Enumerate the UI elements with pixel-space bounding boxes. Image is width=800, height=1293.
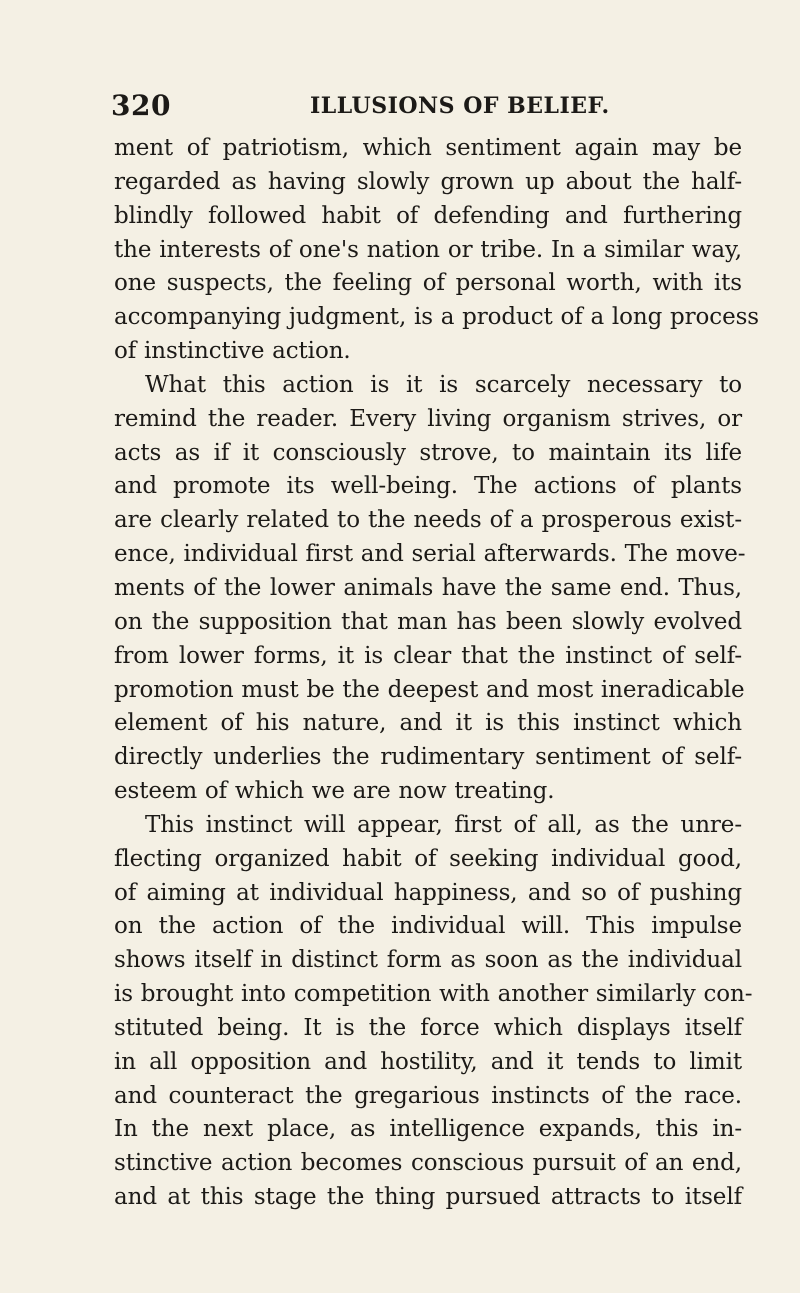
- text-line: one suspects, the feeling of personal worth, with its: [114, 270, 742, 297]
- text-line: from lower forms, it is clear that the instinct of self-: [114, 642, 742, 669]
- text-line: What this action is it is scarcely necessary to: [145, 371, 742, 398]
- text-line: This instinct will appear, first of all, as the unre-: [145, 811, 742, 838]
- text-line: promotion must be the deepest and most ineradicable: [114, 676, 745, 703]
- text-line: remind the reader. Every living organism strives, or: [114, 405, 742, 432]
- text-line: flecting organized habit of seeking individual good,: [114, 845, 742, 872]
- text-line: regarded as having slowly grown up about the half-: [114, 168, 742, 195]
- text-line: of aiming at individual happiness, and so of pushing: [114, 879, 742, 906]
- text-line: in all opposition and hostility, and it tends to limit: [114, 1048, 742, 1075]
- text-line: esteem of which we are now treating.: [114, 778, 555, 805]
- text-line: and counteract the gregarious instincts of the race.: [114, 1082, 742, 1109]
- text-line: and at this stage the thing pursued attracts to itself: [114, 1184, 742, 1211]
- text-line: In the next place, as intelligence expands, this in-: [114, 1116, 742, 1143]
- text-line: acts as if it consciously strove, to maintain its life: [114, 439, 742, 466]
- text-line: on the action of the individual will. This impulse: [114, 913, 742, 940]
- body-text: [114, 132, 760, 1215]
- text-line: of instinctive action.: [114, 338, 351, 365]
- text-line: is brought into competition with another similarly con-: [114, 981, 753, 1008]
- text-line: stinctive action becomes conscious pursuit of an end,: [114, 1150, 742, 1177]
- text-line: blindly followed habit of defending and furthering: [114, 202, 742, 229]
- text-line: directly underlies the rudimentary sentiment of self-: [114, 744, 742, 771]
- text-line: the interests of one's nation or tribe. In a similar way,: [114, 236, 742, 263]
- text-line: are clearly related to the needs of a prosperous exist-: [114, 507, 742, 534]
- text-line: accompanying judgment, is a product of a long process: [114, 304, 760, 331]
- text-line: ment of patriotism, which sentiment again may be: [114, 135, 742, 161]
- text-line: ments of the lower animals have the same end. Thus,: [114, 574, 742, 601]
- running-title: ILLUSIONS OF BELIEF.: [310, 93, 610, 119]
- text-line: stituted being. It is the force which displays itself: [114, 1014, 742, 1041]
- text-line: ence, individual first and serial afterwards. The move-: [114, 541, 746, 568]
- text-line: element of his nature, and it is this instinct which: [114, 710, 742, 737]
- text-line: on the supposition that man has been slowly evolved: [114, 608, 742, 635]
- text-line: shows itself in distinct form as soon as the individual: [114, 947, 742, 974]
- page-number: 320: [111, 89, 171, 122]
- running-head: [111, 88, 742, 124]
- text-line: and promote its well-being. The actions of plants: [114, 473, 742, 500]
